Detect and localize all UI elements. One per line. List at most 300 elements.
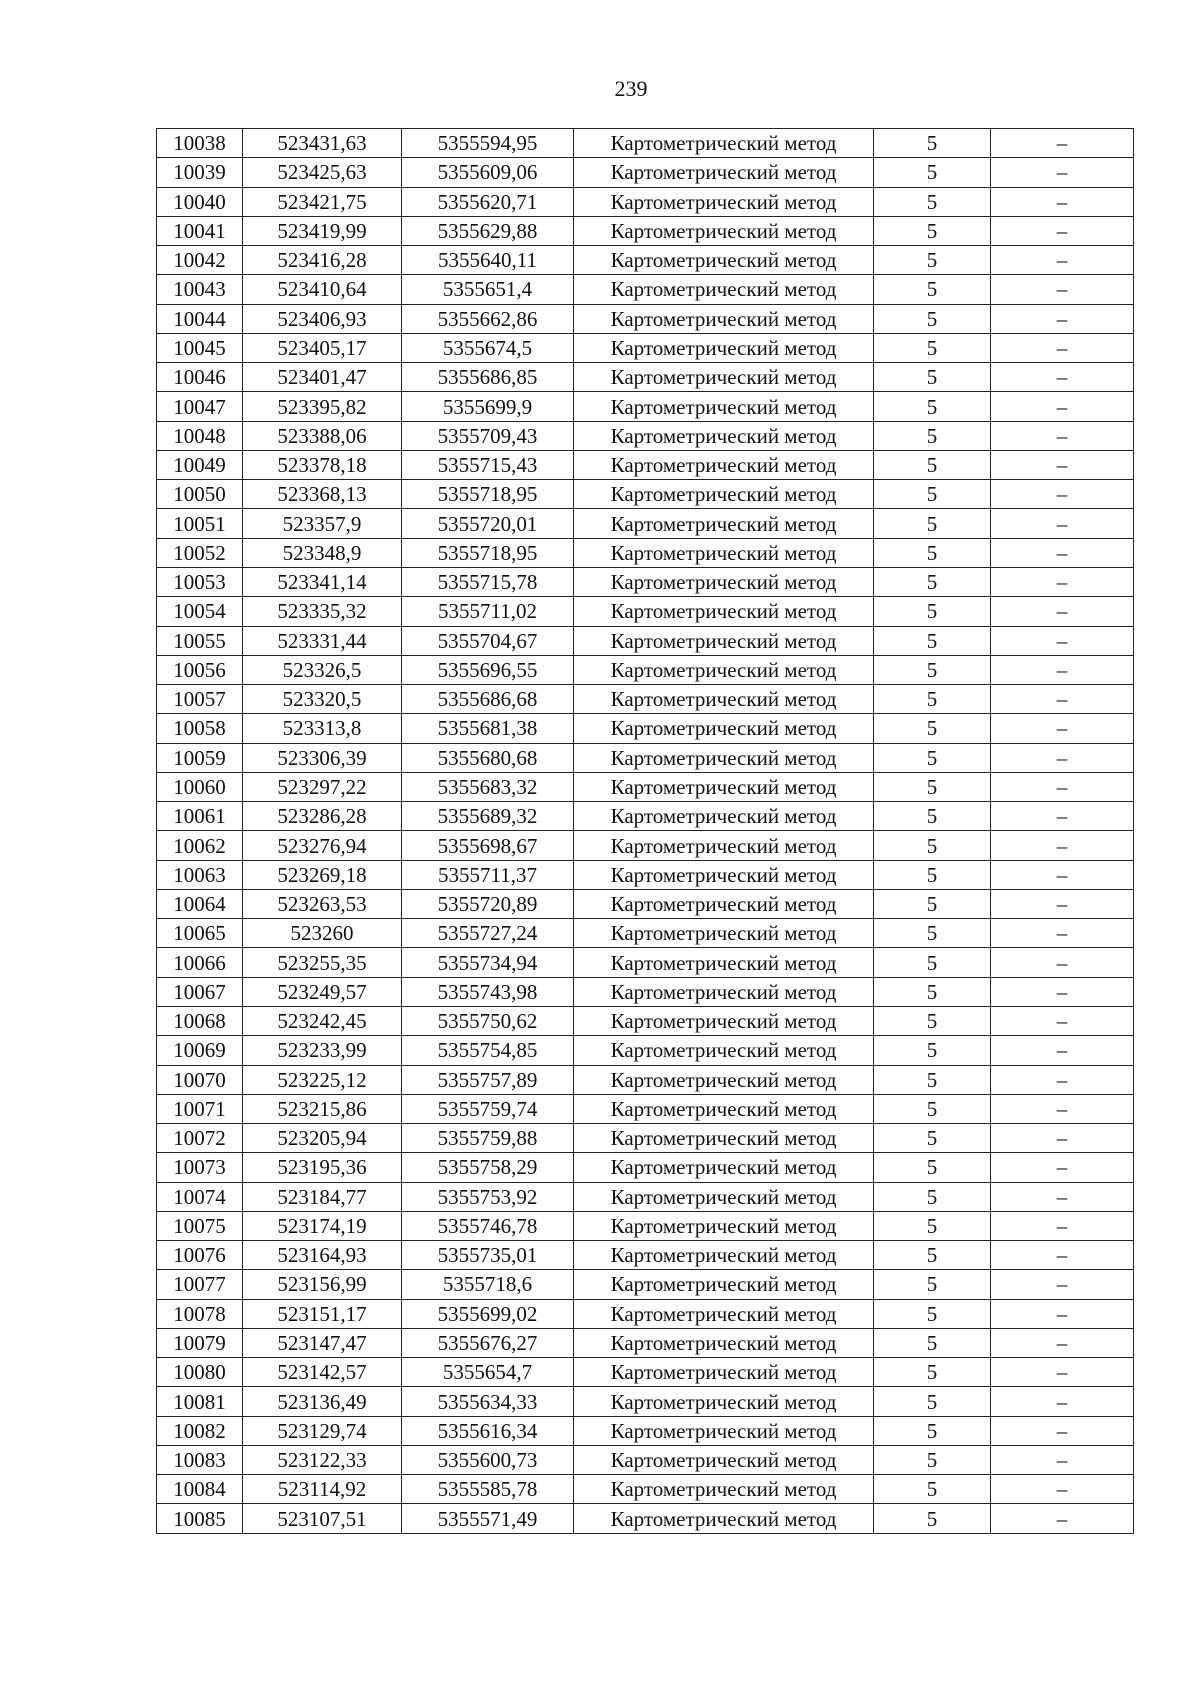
y-coordinate-cell: 5355718,95 <box>402 480 574 509</box>
accuracy-cell: 5 <box>874 1328 991 1357</box>
y-coordinate-cell: 5355753,92 <box>402 1182 574 1211</box>
table-row <box>157 802 1134 831</box>
table-row <box>157 772 1134 801</box>
table-row <box>157 480 1134 509</box>
table-row <box>157 714 1134 743</box>
y-coordinate-cell: 5355734,94 <box>402 948 574 977</box>
accuracy-cell: 5 <box>874 421 991 450</box>
y-coordinate-cell: 5355651,4 <box>402 275 574 304</box>
x-coordinate-cell: 523406,93 <box>243 304 402 333</box>
y-coordinate-cell: 5355746,78 <box>402 1211 574 1240</box>
description-cell: – <box>991 1445 1134 1474</box>
accuracy-cell: 5 <box>874 538 991 567</box>
table-row <box>157 1299 1134 1328</box>
y-coordinate-cell: 5355654,7 <box>402 1358 574 1387</box>
accuracy-cell: 5 <box>874 685 991 714</box>
description-cell: – <box>991 304 1134 333</box>
table-row <box>157 304 1134 333</box>
description-cell: – <box>991 626 1134 655</box>
method-cell: Картометрический метод <box>574 363 874 392</box>
accuracy-cell: 5 <box>874 246 991 275</box>
point-number-cell: 10066 <box>157 948 243 977</box>
point-number-cell: 10062 <box>157 831 243 860</box>
table-row <box>157 1124 1134 1153</box>
table-row <box>157 1006 1134 1035</box>
accuracy-cell: 5 <box>874 714 991 743</box>
y-coordinate-cell: 5355757,89 <box>402 1065 574 1094</box>
x-coordinate-cell: 523122,33 <box>243 1445 402 1474</box>
accuracy-cell: 5 <box>874 158 991 187</box>
table-row <box>157 275 1134 304</box>
point-number-cell: 10084 <box>157 1475 243 1504</box>
table-row <box>157 948 1134 977</box>
point-number-cell: 10070 <box>157 1065 243 1094</box>
accuracy-cell: 5 <box>874 831 991 860</box>
y-coordinate-cell: 5355699,02 <box>402 1299 574 1328</box>
accuracy-cell: 5 <box>874 187 991 216</box>
y-coordinate-cell: 5355754,85 <box>402 1036 574 1065</box>
y-coordinate-cell: 5355689,32 <box>402 802 574 831</box>
point-number-cell: 10053 <box>157 567 243 596</box>
y-coordinate-cell: 5355720,89 <box>402 889 574 918</box>
accuracy-cell: 5 <box>874 1416 991 1445</box>
description-cell: – <box>991 1299 1134 1328</box>
y-coordinate-cell: 5355720,01 <box>402 509 574 538</box>
x-coordinate-cell: 523341,14 <box>243 567 402 596</box>
y-coordinate-cell: 5355699,9 <box>402 392 574 421</box>
description-cell: – <box>991 685 1134 714</box>
point-number-cell: 10077 <box>157 1270 243 1299</box>
point-number-cell: 10043 <box>157 275 243 304</box>
y-coordinate-cell: 5355735,01 <box>402 1241 574 1270</box>
method-cell: Картометрический метод <box>574 597 874 626</box>
accuracy-cell: 5 <box>874 889 991 918</box>
x-coordinate-cell: 523129,74 <box>243 1416 402 1445</box>
point-number-cell: 10039 <box>157 158 243 187</box>
method-cell: Картометрический метод <box>574 1387 874 1416</box>
table-row <box>157 567 1134 596</box>
table-row <box>157 1094 1134 1123</box>
table-row <box>157 1475 1134 1504</box>
y-coordinate-cell: 5355662,86 <box>402 304 574 333</box>
x-coordinate-cell: 523184,77 <box>243 1182 402 1211</box>
method-cell: Картометрический метод <box>574 509 874 538</box>
accuracy-cell: 5 <box>874 216 991 245</box>
description-cell: – <box>991 889 1134 918</box>
accuracy-cell: 5 <box>874 655 991 684</box>
x-coordinate-cell: 523331,44 <box>243 626 402 655</box>
description-cell: – <box>991 831 1134 860</box>
table-row <box>157 597 1134 626</box>
table-row <box>157 919 1134 948</box>
accuracy-cell: 5 <box>874 1182 991 1211</box>
x-coordinate-cell: 523401,47 <box>243 363 402 392</box>
method-cell: Картометрический метод <box>574 1299 874 1328</box>
point-number-cell: 10064 <box>157 889 243 918</box>
x-coordinate-cell: 523306,39 <box>243 743 402 772</box>
y-coordinate-cell: 5355683,32 <box>402 772 574 801</box>
x-coordinate-cell: 523142,57 <box>243 1358 402 1387</box>
x-coordinate-cell: 523276,94 <box>243 831 402 860</box>
description-cell: – <box>991 275 1134 304</box>
description-cell: – <box>991 714 1134 743</box>
table-row <box>157 1504 1134 1533</box>
method-cell: Картометрический метод <box>574 1241 874 1270</box>
coordinates-table <box>156 128 1134 1534</box>
y-coordinate-cell: 5355727,24 <box>402 919 574 948</box>
y-coordinate-cell: 5355718,95 <box>402 538 574 567</box>
table-row <box>157 1270 1134 1299</box>
method-cell: Картометрический метод <box>574 450 874 479</box>
table-row <box>157 1416 1134 1445</box>
description-cell: – <box>991 392 1134 421</box>
table-row <box>157 977 1134 1006</box>
y-coordinate-cell: 5355750,62 <box>402 1006 574 1035</box>
description-cell: – <box>991 216 1134 245</box>
point-number-cell: 10046 <box>157 363 243 392</box>
table-row <box>157 1328 1134 1357</box>
x-coordinate-cell: 523151,17 <box>243 1299 402 1328</box>
point-number-cell: 10072 <box>157 1124 243 1153</box>
table-row <box>157 655 1134 684</box>
point-number-cell: 10071 <box>157 1094 243 1123</box>
point-number-cell: 10045 <box>157 333 243 362</box>
accuracy-cell: 5 <box>874 333 991 362</box>
y-coordinate-cell: 5355743,98 <box>402 977 574 1006</box>
x-coordinate-cell: 523242,45 <box>243 1006 402 1035</box>
x-coordinate-cell: 523147,47 <box>243 1328 402 1357</box>
x-coordinate-cell: 523326,5 <box>243 655 402 684</box>
y-coordinate-cell: 5355676,27 <box>402 1328 574 1357</box>
accuracy-cell: 5 <box>874 450 991 479</box>
x-coordinate-cell: 523378,18 <box>243 450 402 479</box>
method-cell: Картометрический метод <box>574 1358 874 1387</box>
method-cell: Картометрический метод <box>574 187 874 216</box>
point-number-cell: 10050 <box>157 480 243 509</box>
accuracy-cell: 5 <box>874 480 991 509</box>
x-coordinate-cell: 523425,63 <box>243 158 402 187</box>
table-row <box>157 1241 1134 1270</box>
point-number-cell: 10059 <box>157 743 243 772</box>
point-number-cell: 10065 <box>157 919 243 948</box>
point-number-cell: 10049 <box>157 450 243 479</box>
method-cell: Картометрический метод <box>574 889 874 918</box>
coordinates-table-body <box>157 129 1134 1534</box>
y-coordinate-cell: 5355696,55 <box>402 655 574 684</box>
description-cell: – <box>991 1504 1134 1533</box>
x-coordinate-cell: 523395,82 <box>243 392 402 421</box>
point-number-cell: 10056 <box>157 655 243 684</box>
x-coordinate-cell: 523114,92 <box>243 1475 402 1504</box>
method-cell: Картометрический метод <box>574 1124 874 1153</box>
point-number-cell: 10073 <box>157 1153 243 1182</box>
description-cell: – <box>991 538 1134 567</box>
y-coordinate-cell: 5355686,85 <box>402 363 574 392</box>
description-cell: – <box>991 860 1134 889</box>
x-coordinate-cell: 523195,36 <box>243 1153 402 1182</box>
x-coordinate-cell: 523249,57 <box>243 977 402 1006</box>
point-number-cell: 10061 <box>157 802 243 831</box>
y-coordinate-cell: 5355634,33 <box>402 1387 574 1416</box>
point-number-cell: 10038 <box>157 129 243 158</box>
table-row <box>157 333 1134 362</box>
x-coordinate-cell: 523260 <box>243 919 402 948</box>
x-coordinate-cell: 523225,12 <box>243 1065 402 1094</box>
point-number-cell: 10067 <box>157 977 243 1006</box>
point-number-cell: 10047 <box>157 392 243 421</box>
table-row <box>157 538 1134 567</box>
method-cell: Картометрический метод <box>574 1182 874 1211</box>
table-row <box>157 685 1134 714</box>
x-coordinate-cell: 523421,75 <box>243 187 402 216</box>
description-cell: – <box>991 802 1134 831</box>
y-coordinate-cell: 5355759,88 <box>402 1124 574 1153</box>
accuracy-cell: 5 <box>874 304 991 333</box>
method-cell: Картометрический метод <box>574 1006 874 1035</box>
table-row <box>157 1036 1134 1065</box>
point-number-cell: 10044 <box>157 304 243 333</box>
x-coordinate-cell: 523388,06 <box>243 421 402 450</box>
y-coordinate-cell: 5355715,43 <box>402 450 574 479</box>
accuracy-cell: 5 <box>874 275 991 304</box>
method-cell: Картометрический метод <box>574 1036 874 1065</box>
y-coordinate-cell: 5355711,37 <box>402 860 574 889</box>
point-number-cell: 10042 <box>157 246 243 275</box>
accuracy-cell: 5 <box>874 1065 991 1094</box>
table-row <box>157 626 1134 655</box>
method-cell: Картометрический метод <box>574 246 874 275</box>
table-row <box>157 246 1134 275</box>
table-row <box>157 1065 1134 1094</box>
description-cell: – <box>991 187 1134 216</box>
point-number-cell: 10058 <box>157 714 243 743</box>
x-coordinate-cell: 523416,28 <box>243 246 402 275</box>
y-coordinate-cell: 5355600,73 <box>402 1445 574 1474</box>
x-coordinate-cell: 523419,99 <box>243 216 402 245</box>
method-cell: Картометрический метод <box>574 714 874 743</box>
method-cell: Картометрический метод <box>574 1445 874 1474</box>
point-number-cell: 10074 <box>157 1182 243 1211</box>
description-cell: – <box>991 919 1134 948</box>
x-coordinate-cell: 523410,64 <box>243 275 402 304</box>
accuracy-cell: 5 <box>874 1358 991 1387</box>
method-cell: Картометрический метод <box>574 831 874 860</box>
point-number-cell: 10040 <box>157 187 243 216</box>
description-cell: – <box>991 333 1134 362</box>
point-number-cell: 10069 <box>157 1036 243 1065</box>
accuracy-cell: 5 <box>874 597 991 626</box>
method-cell: Картометрический метод <box>574 538 874 567</box>
method-cell: Картометрический метод <box>574 743 874 772</box>
description-cell: – <box>991 1006 1134 1035</box>
x-coordinate-cell: 523348,9 <box>243 538 402 567</box>
accuracy-cell: 5 <box>874 1270 991 1299</box>
y-coordinate-cell: 5355640,11 <box>402 246 574 275</box>
description-cell: – <box>991 1182 1134 1211</box>
method-cell: Картометрический метод <box>574 275 874 304</box>
description-cell: – <box>991 480 1134 509</box>
method-cell: Картометрический метод <box>574 1153 874 1182</box>
table-row <box>157 1387 1134 1416</box>
description-cell: – <box>991 1328 1134 1357</box>
description-cell: – <box>991 509 1134 538</box>
accuracy-cell: 5 <box>874 772 991 801</box>
description-cell: – <box>991 1270 1134 1299</box>
x-coordinate-cell: 523174,19 <box>243 1211 402 1240</box>
accuracy-cell: 5 <box>874 919 991 948</box>
x-coordinate-cell: 523107,51 <box>243 1504 402 1533</box>
accuracy-cell: 5 <box>874 1094 991 1123</box>
y-coordinate-cell: 5355711,02 <box>402 597 574 626</box>
table-row <box>157 889 1134 918</box>
method-cell: Картометрический метод <box>574 1211 874 1240</box>
point-number-cell: 10055 <box>157 626 243 655</box>
y-coordinate-cell: 5355571,49 <box>402 1504 574 1533</box>
description-cell: – <box>991 129 1134 158</box>
description-cell: – <box>991 597 1134 626</box>
description-cell: – <box>991 1124 1134 1153</box>
method-cell: Картометрический метод <box>574 626 874 655</box>
description-cell: – <box>991 246 1134 275</box>
x-coordinate-cell: 523136,49 <box>243 1387 402 1416</box>
table-row <box>157 129 1134 158</box>
x-coordinate-cell: 523368,13 <box>243 480 402 509</box>
point-number-cell: 10057 <box>157 685 243 714</box>
table-row <box>157 1182 1134 1211</box>
description-cell: – <box>991 1241 1134 1270</box>
y-coordinate-cell: 5355758,29 <box>402 1153 574 1182</box>
method-cell: Картометрический метод <box>574 567 874 596</box>
x-coordinate-cell: 523263,53 <box>243 889 402 918</box>
method-cell: Картометрический метод <box>574 1504 874 1533</box>
point-number-cell: 10063 <box>157 860 243 889</box>
y-coordinate-cell: 5355594,95 <box>402 129 574 158</box>
x-coordinate-cell: 523164,93 <box>243 1241 402 1270</box>
table-row <box>157 1445 1134 1474</box>
accuracy-cell: 5 <box>874 1241 991 1270</box>
accuracy-cell: 5 <box>874 1036 991 1065</box>
method-cell: Картометрический метод <box>574 948 874 977</box>
accuracy-cell: 5 <box>874 1387 991 1416</box>
x-coordinate-cell: 523215,86 <box>243 1094 402 1123</box>
x-coordinate-cell: 523405,17 <box>243 333 402 362</box>
method-cell: Картометрический метод <box>574 1475 874 1504</box>
x-coordinate-cell: 523320,5 <box>243 685 402 714</box>
point-number-cell: 10079 <box>157 1328 243 1357</box>
x-coordinate-cell: 523431,63 <box>243 129 402 158</box>
point-number-cell: 10080 <box>157 1358 243 1387</box>
description-cell: – <box>991 1094 1134 1123</box>
y-coordinate-cell: 5355681,38 <box>402 714 574 743</box>
method-cell: Картометрический метод <box>574 1416 874 1445</box>
accuracy-cell: 5 <box>874 1211 991 1240</box>
method-cell: Картометрический метод <box>574 333 874 362</box>
method-cell: Картометрический метод <box>574 480 874 509</box>
y-coordinate-cell: 5355674,5 <box>402 333 574 362</box>
method-cell: Картометрический метод <box>574 772 874 801</box>
method-cell: Картометрический метод <box>574 421 874 450</box>
accuracy-cell: 5 <box>874 392 991 421</box>
accuracy-cell: 5 <box>874 1124 991 1153</box>
description-cell: – <box>991 567 1134 596</box>
description-cell: – <box>991 1065 1134 1094</box>
table-row <box>157 392 1134 421</box>
description-cell: – <box>991 772 1134 801</box>
point-number-cell: 10082 <box>157 1416 243 1445</box>
method-cell: Картометрический метод <box>574 392 874 421</box>
description-cell: – <box>991 158 1134 187</box>
y-coordinate-cell: 5355718,6 <box>402 1270 574 1299</box>
method-cell: Картометрический метод <box>574 304 874 333</box>
y-coordinate-cell: 5355704,67 <box>402 626 574 655</box>
description-cell: – <box>991 450 1134 479</box>
accuracy-cell: 5 <box>874 860 991 889</box>
point-number-cell: 10052 <box>157 538 243 567</box>
accuracy-cell: 5 <box>874 567 991 596</box>
accuracy-cell: 5 <box>874 948 991 977</box>
accuracy-cell: 5 <box>874 1445 991 1474</box>
table-row <box>157 860 1134 889</box>
point-number-cell: 10078 <box>157 1299 243 1328</box>
y-coordinate-cell: 5355609,06 <box>402 158 574 187</box>
accuracy-cell: 5 <box>874 1006 991 1035</box>
accuracy-cell: 5 <box>874 129 991 158</box>
x-coordinate-cell: 523205,94 <box>243 1124 402 1153</box>
x-coordinate-cell: 523297,22 <box>243 772 402 801</box>
table-row <box>157 743 1134 772</box>
point-number-cell: 10048 <box>157 421 243 450</box>
y-coordinate-cell: 5355585,78 <box>402 1475 574 1504</box>
method-cell: Картометрический метод <box>574 655 874 684</box>
y-coordinate-cell: 5355616,34 <box>402 1416 574 1445</box>
accuracy-cell: 5 <box>874 977 991 1006</box>
point-number-cell: 10054 <box>157 597 243 626</box>
description-cell: – <box>991 1475 1134 1504</box>
table-row <box>157 187 1134 216</box>
x-coordinate-cell: 523269,18 <box>243 860 402 889</box>
point-number-cell: 10068 <box>157 1006 243 1035</box>
accuracy-cell: 5 <box>874 626 991 655</box>
accuracy-cell: 5 <box>874 509 991 538</box>
y-coordinate-cell: 5355709,43 <box>402 421 574 450</box>
x-coordinate-cell: 523313,8 <box>243 714 402 743</box>
y-coordinate-cell: 5355715,78 <box>402 567 574 596</box>
description-cell: – <box>991 655 1134 684</box>
x-coordinate-cell: 523255,35 <box>243 948 402 977</box>
accuracy-cell: 5 <box>874 1153 991 1182</box>
method-cell: Картометрический метод <box>574 216 874 245</box>
y-coordinate-cell: 5355759,74 <box>402 1094 574 1123</box>
accuracy-cell: 5 <box>874 1475 991 1504</box>
point-number-cell: 10051 <box>157 509 243 538</box>
y-coordinate-cell: 5355680,68 <box>402 743 574 772</box>
description-cell: – <box>991 1416 1134 1445</box>
table-row <box>157 509 1134 538</box>
y-coordinate-cell: 5355620,71 <box>402 187 574 216</box>
point-number-cell: 10081 <box>157 1387 243 1416</box>
table-row <box>157 1358 1134 1387</box>
accuracy-cell: 5 <box>874 743 991 772</box>
accuracy-cell: 5 <box>874 1299 991 1328</box>
point-number-cell: 10076 <box>157 1241 243 1270</box>
description-cell: – <box>991 743 1134 772</box>
table-row <box>157 421 1134 450</box>
description-cell: – <box>991 363 1134 392</box>
x-coordinate-cell: 523286,28 <box>243 802 402 831</box>
method-cell: Картометрический метод <box>574 1270 874 1299</box>
description-cell: – <box>991 1153 1134 1182</box>
description-cell: – <box>991 1211 1134 1240</box>
